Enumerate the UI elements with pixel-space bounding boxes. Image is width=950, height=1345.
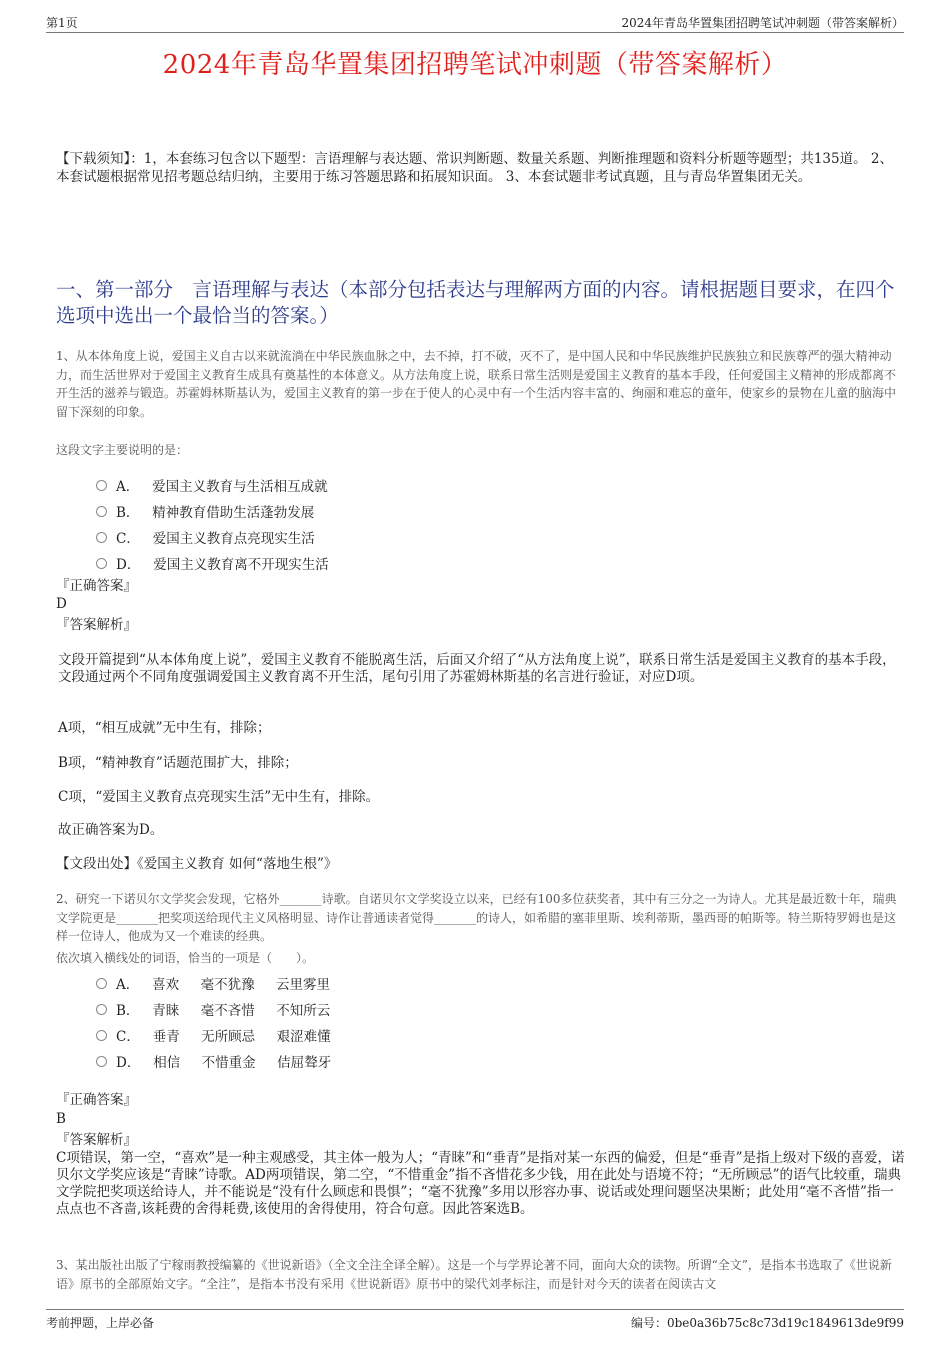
option-a[interactable]: A． 喜欢 毫不犹豫 云里雾里 bbox=[96, 970, 696, 996]
header-doc-title: 2024年青岛华置集团招聘笔试冲刺题（带答案解析） bbox=[621, 16, 904, 30]
radio-button[interactable] bbox=[96, 532, 107, 543]
analysis-text: 文段开篇提到“从本体角度上说”，爱国主义教育不能脱离生活，后面又介绍了“从方法角度上说”，联系日常生活是爱国主义教育的基本手段，文段通过两个不同角度强调爱国主义教育离不开生活，尾句引用了苏霍姆林斯基的名言进行验证，对应D项。 bbox=[58, 652, 896, 685]
footer-slogan: 考前押题，上岸必备 bbox=[46, 1316, 155, 1330]
answer-label: 『正确答案』 bbox=[56, 1092, 137, 1108]
footer-doc-id: 编号：0be0a36b75c8c73d19c1849613de9f99 bbox=[630, 1316, 904, 1330]
question-2-text: 2、研究一下诺贝尔文学奖会发现，它格外_______诗歌。自诺贝尔文学奖设立以来，已经有100多位获奖者，其中有三分之一为诗人。尤其是最近数十年，瑞典文学院更是_______把奖项送给现代主义风格明显、诗作让普通读者觉得_______的诗人，如希腊的塞菲里斯、埃利蒂斯，墨西哥的帕斯等。特兰斯特罗姆也是这样一位诗人，他成为又一个难读的经典。 bbox=[56, 892, 897, 943]
page-number: 第1页 bbox=[46, 16, 78, 30]
analysis-point-a: A项，“相互成就”无中生有，排除； bbox=[58, 720, 271, 736]
option-d[interactable]: D． 相信 不惜重金 佶屈聱牙 bbox=[96, 1048, 696, 1074]
question-1-options bbox=[96, 472, 696, 576]
question-1-text: 1、从本体角度上说，爱国主义自古以来就流淌在中华民族血脉之中，去不掉，打不破，灭不了，是中国人民和中华民族维护民族独立和民族尊严的强大精神动力，而生活世界对于爱国主义教育生成具有奠基性的本体意义。从方法角度上说，联系日常生活则是爱国主义教育的基本手段，任何爱国主义精神的形成都离不开生活的滋养与锻造。苏霍姆林斯基认为，爱国主义教育的第一步在于使人的心灵中有一个生活内容丰富的、绚丽和难忘的童年，使家乡的景物在儿童的脑海中留下深刻的印象。 bbox=[56, 349, 897, 419]
radio-button[interactable] bbox=[96, 978, 107, 989]
answer-value: B bbox=[56, 1111, 66, 1127]
option-b[interactable]: B． 精神教育借助生活蓬勃发展 bbox=[96, 498, 696, 524]
question-3-text: 3、某出版社出版了宁稼雨教授编纂的《世说新语》（全文全注全译全解）。这是一个与学界论著不同，面向大众的读物。所谓“全文”，是指本书选取了《世说新语》原书的全部原始文字。“全注”，是指本书没有采用《世说新语》原书中的梁代刘孝标注，而是针对今天的读者在阅读古文 bbox=[56, 1258, 892, 1291]
section-heading: 一、第一部分 言语理解与表达（本部分包括表达与理解两方面的内容。请根据题目要求，在四个选项中选出一个最恰当的答案。） bbox=[56, 278, 895, 327]
option-c[interactable]: C． 爱国主义教育点亮现实生活 bbox=[96, 524, 696, 550]
analysis-point-c: C项，“爱国主义教育点亮现实生活”无中生有，排除。 bbox=[58, 789, 380, 805]
answer-label: 『正确答案』 bbox=[56, 578, 137, 594]
option-c[interactable]: C． 垂青 无所顾忌 艰涩难懂 bbox=[96, 1022, 696, 1048]
question-2-prompt: 依次填入横线处的词语，恰当的一项是（ ）。 bbox=[56, 951, 315, 965]
radio-button[interactable] bbox=[96, 1030, 107, 1041]
analysis-point-b: B项，“精神教育”话题范围扩大，排除； bbox=[58, 755, 298, 771]
radio-button[interactable] bbox=[96, 506, 107, 517]
passage-source: 【文段出处】《爱国主义教育 如何“落地生根”》 bbox=[56, 856, 338, 872]
radio-button[interactable] bbox=[96, 480, 107, 491]
option-d[interactable]: D． 爱国主义教育离不开现实生活 bbox=[96, 550, 696, 576]
option-b[interactable]: B． 青睐 毫不吝惜 不知所云 bbox=[96, 996, 696, 1022]
page-title: 2024年青岛华置集团招聘笔试冲刺题（带答案解析） bbox=[162, 50, 788, 80]
analysis-conclusion: 故正确答案为D。 bbox=[58, 822, 164, 838]
answer-value: D bbox=[56, 596, 67, 612]
radio-button[interactable] bbox=[96, 1004, 107, 1015]
page-header bbox=[46, 12, 904, 33]
analysis-text: C项错误，第一空，“喜欢”是一种主观感受，其主体一般为人；“青睐”和“垂青”是指对某一东西的偏爱，但是“垂青”是指上级对下级的喜爱，诺贝尔文学奖应该是“青睐”诗歌。AD两项错误，第二空，“不惜重金”指不吝惜花多少钱，用在此处与语境不符；“无所顾忌”的语气比较重，瑞典文学院把奖项送给诗人，并不能说是“没有什么顾虑和畏惧”；“毫不犹豫”多用以形容办事、说话或处理问题坚决果断；此处用“毫不吝惜”指一点点也不吝啬,该耗费的舍得耗费,该使用的舍得使用，符合句意。因此答案选B。 bbox=[56, 1150, 905, 1217]
question-2-options bbox=[96, 970, 696, 1074]
radio-button[interactable] bbox=[96, 1056, 107, 1067]
radio-button[interactable] bbox=[96, 558, 107, 569]
page-footer bbox=[46, 1309, 904, 1330]
analysis-label: 『答案解析』 bbox=[56, 617, 137, 633]
analysis-label: 『答案解析』 bbox=[56, 1132, 137, 1148]
question-1-prompt: 这段文字主要说明的是： bbox=[56, 443, 189, 457]
download-notice: 【下载须知】：1，本套练习包含以下题型：言语理解与表达题、常识判断题、数量关系题、判断推理题和资料分析题等题型；共135道。 2、本套试题根据常见招考题总结归纳，主要用于练习答题思路和拓展知识面。 3、本套试题非考试真题，且与青岛华置集团无关。 bbox=[56, 151, 893, 185]
option-a[interactable]: A． 爱国主义教育与生活相互成就 bbox=[96, 472, 696, 498]
